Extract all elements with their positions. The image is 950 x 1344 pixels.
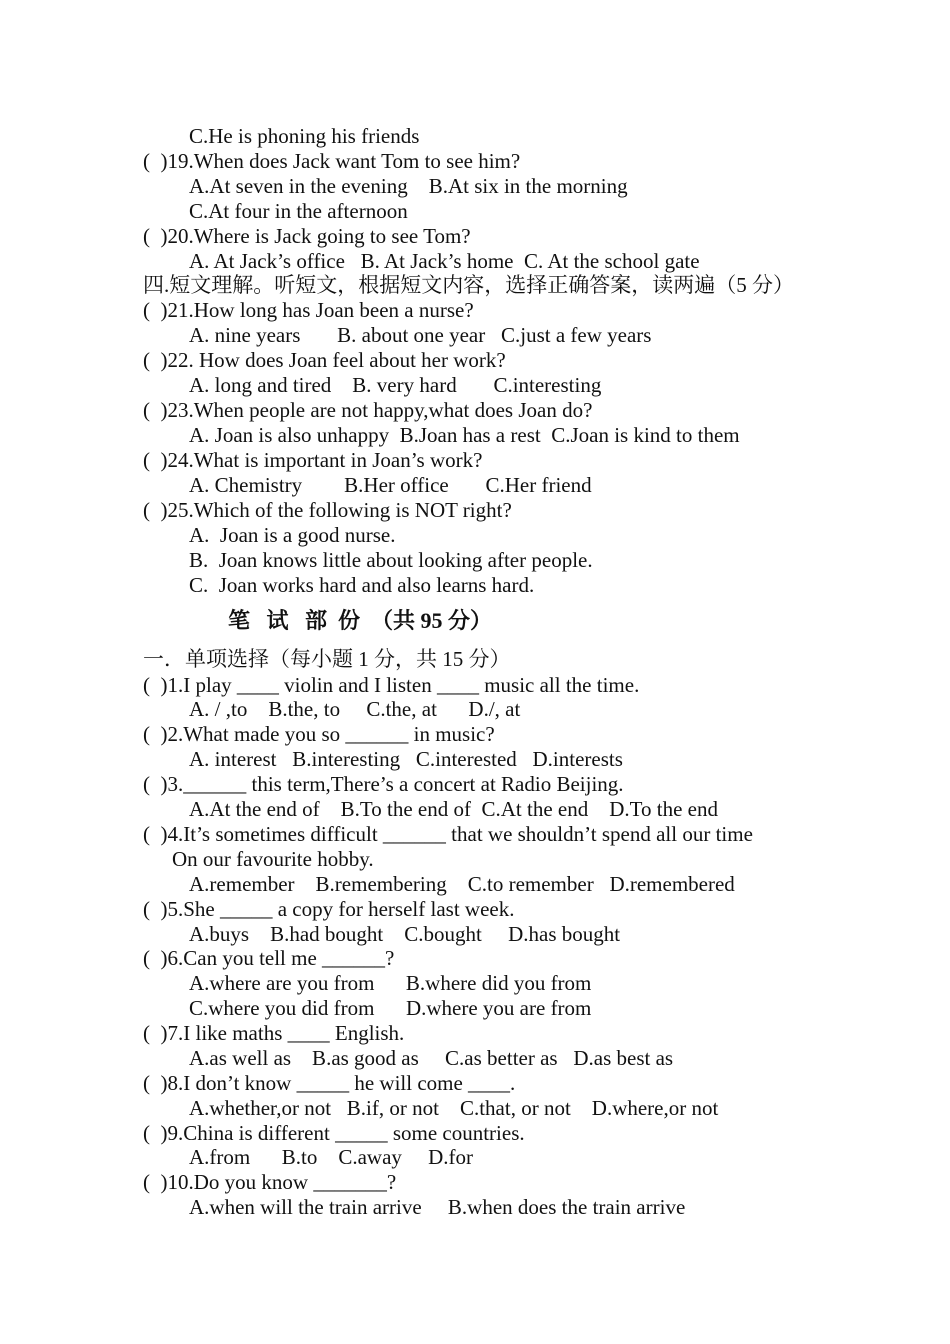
option-line: C.At four in the afternoon (189, 199, 408, 223)
option-line: A.as well as B.as good as C.as better as D.as best as (189, 1046, 674, 1070)
question-line: ( )4.It’s sometimes difficult ______ that we shouldn’t spend all our time (143, 822, 753, 846)
option-line: A. nine years B. about one year C.just a few years (189, 323, 652, 347)
option-line: B. Joan knows little about looking after people. (189, 548, 593, 572)
option-line: A. long and tired B. very hard C.interesting (189, 373, 602, 397)
option-line: C. Joan works hard and also learns hard. (189, 573, 535, 597)
question-line: ( )19.When does Jack want Tom to see him? (143, 149, 521, 173)
question-line: ( )1.I play ____ violin and I listen ____ music all the time. (143, 673, 640, 697)
question-continuation: On our favourite hobby. (172, 847, 374, 871)
option-line: A.where are you from B.where did you from (189, 971, 592, 995)
question-line: ( )24.What is important in Joan’s work? (143, 448, 483, 472)
option-line: A. Joan is a good nurse. (189, 523, 396, 547)
section-title: 一．单项选择（每小题 1 分，共 15 分） (143, 647, 511, 671)
question-line: ( )7.I like maths ____ English. (143, 1021, 405, 1045)
question-line: ( )3.______ this term,There’s a concert at Radio Beijing. (143, 772, 624, 796)
question-line: ( )23.When people are not happy,what does Joan do? (143, 398, 593, 422)
question-line: ( )9.China is different _____ some countries. (143, 1121, 525, 1145)
question-line: ( )20.Where is Jack going to see Tom? (143, 224, 471, 248)
question-line: ( )5.She _____ a copy for herself last week. (143, 897, 515, 921)
option-line: A. Joan is also unhappy B.Joan has a rest C.Joan is kind to them (189, 423, 740, 447)
option-line: A. / ,to B.the, to C.the, at D./, at (189, 697, 521, 721)
question-line: ( )25.Which of the following is NOT right? (143, 498, 512, 522)
option-line: A. interest B.interesting C.interested D.interests (189, 747, 623, 771)
question-line: ( )6.Can you tell me ______? (143, 946, 395, 970)
option-line: A. At Jack’s office B. At Jack’s home C. At the school gate (189, 249, 700, 273)
question-line: ( )22. How does Joan feel about her work? (143, 348, 506, 372)
option-line: A.when will the train arrive B.when does the train arrive (189, 1195, 686, 1219)
question-line: ( )8.I don’t know _____ he will come ____. (143, 1071, 516, 1095)
section-title: 四.短文理解。听短文，根据短文内容，选择正确答案，读两遍（5 分） (143, 273, 794, 297)
option-line: A.remember B.remembering C.to remember D.remembered (189, 872, 735, 896)
option-line: A.whether,or not B.if, or not C.that, or not D.where,or not (189, 1096, 719, 1120)
question-line: ( )21.How long has Joan been a nurse? (143, 298, 474, 322)
question-line: ( )10.Do you know _______? (143, 1170, 397, 1194)
written-part-heading: 笔 试 部 份 （共 95 分） (228, 608, 493, 633)
option-line: C.He is phoning his friends (189, 124, 420, 148)
option-line: A.At seven in the evening B.At six in the morning (189, 174, 628, 198)
option-line: A.buys B.had bought C.bought D.has bought (189, 922, 621, 946)
option-line: A.At the end of B.To the end of C.At the end D.To the end (189, 797, 718, 821)
question-line: ( )2.What made you so ______ in music? (143, 722, 495, 746)
option-line: C.where you did from D.where you are from (189, 996, 592, 1020)
option-line: A.from B.to C.away D.for (189, 1145, 474, 1169)
option-line: A. Chemistry B.Her office C.Her friend (189, 473, 592, 497)
